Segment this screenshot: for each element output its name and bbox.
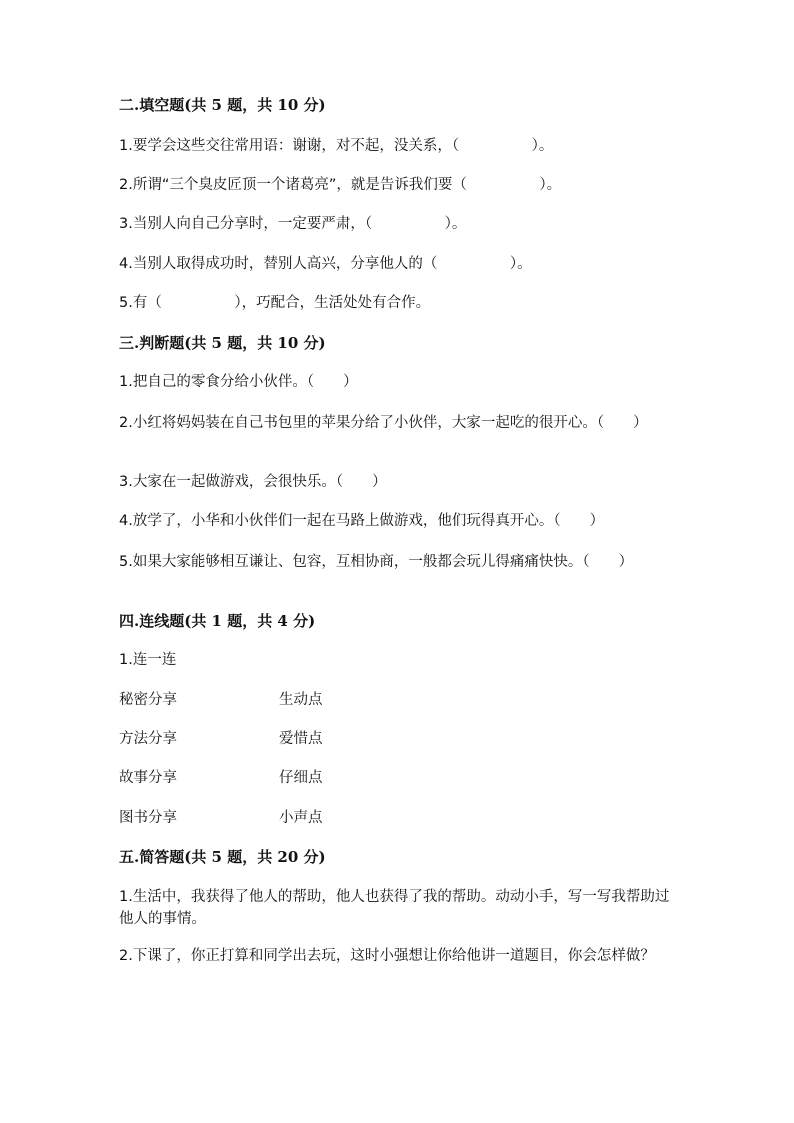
match-row (119, 689, 519, 711)
fill-question-1: 1.要学会这些交往常用语：谢谢，对不起，没关系，（ ）。 (119, 138, 554, 154)
match-right-item: 生动点 (279, 692, 323, 708)
short-question-1: 1.生活中，我获得了他人的帮助，他人也获得了我的帮助。动动小手，写一写我帮助过他人的事情。 (119, 889, 670, 927)
match-right-item: 仔细点 (279, 770, 323, 786)
match-row (119, 767, 519, 789)
section-short-title: 五.简答题(共 5 题，共 20 分) (119, 848, 326, 866)
match-row (119, 807, 519, 829)
match-left-item: 秘密分享 (119, 692, 177, 708)
judge-question-5: 5.如果大家能够相互谦让、包容，互相协商，一般都会玩儿得痛痛快快。（ ） (119, 554, 634, 570)
section-fill-title: 二.填空题(共 5 题，共 10 分) (119, 96, 326, 114)
judge-question-2: 2.小红将妈妈装在自己书包里的苹果分给了小伙伴，大家一起吃的很开心。（ ） (119, 415, 648, 431)
section-judge-title: 三.判断题(共 5 题，共 10 分) (119, 334, 326, 352)
fill-question-2: 2.所谓“三个臭皮匠顶一个诸葛亮”，就是告诉我们要（ ）。 (119, 177, 562, 193)
fill-question-5: 5.有（ ），巧配合，生活处处有合作。 (119, 295, 431, 311)
short-question-2: 2.下课了，你正打算和同学出去玩，这时小强想让你给他讲一道题目，你会怎样做？ (119, 948, 655, 964)
match-left-item: 方法分享 (119, 731, 177, 747)
judge-question-4: 4.放学了，小华和小伙伴们一起在马路上做游戏，他们玩得真开心。（ ） (119, 513, 605, 529)
match-left-item: 图书分享 (119, 810, 177, 826)
section-match-title: 四.连线题(共 1 题，共 4 分) (119, 612, 316, 630)
match-right-item: 小声点 (279, 810, 323, 826)
fill-question-4: 4.当别人取得成功时，替别人高兴，分享他人的（ ）。 (119, 256, 532, 272)
fill-question-3: 3.当别人向自己分享时，一定要严肃，（ ）。 (119, 216, 467, 232)
judge-question-1: 1.把自己的零食分给小伙伴。（ ） (119, 374, 358, 390)
match-prompt: 1.连一连 (119, 652, 177, 668)
match-row (119, 728, 519, 750)
match-left-item: 故事分享 (119, 770, 177, 786)
match-right-item: 爱惜点 (279, 731, 323, 747)
judge-question-3: 3.大家在一起做游戏，会很快乐。（ ） (119, 474, 387, 490)
